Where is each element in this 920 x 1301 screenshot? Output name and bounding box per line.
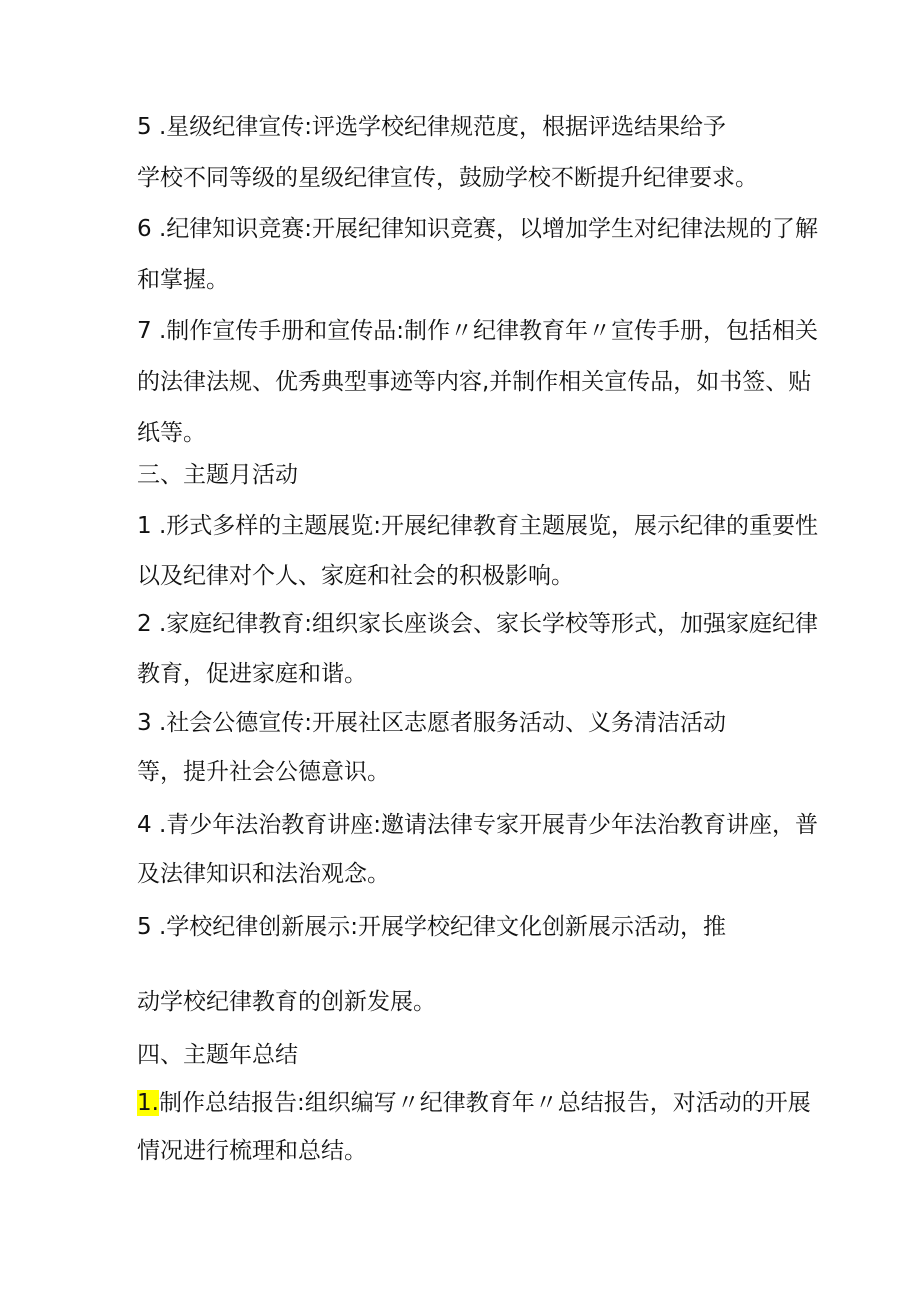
text-line-13: 3 .社会公德宣传:开展社区志愿者服务活动、义务清洁活动 [137,710,727,736]
text-line-18: 动学校纪律教育的创新发展。 [137,989,436,1015]
final-item-text: 制作总结报告:组织编写〃纪律教育年〃总结报告，对活动的开展 [158,1090,811,1116]
text-line-6: 的法律法规、优秀典型事迹等内容,并制作相关宣传品，如书签、贴 [137,369,812,395]
text-line-5: 7 .制作宣传手册和宣传品:制作〃纪律教育年〃宣传手册，包括相关 [137,318,819,344]
text-line-15: 4 .青少年法治教育讲座:邀请法律专家开展青少年法治教育讲座，普 [137,812,819,838]
text-line-16: 及法律知识和法治观念。 [137,861,390,887]
text-line-21: 情况进行梳理和总结。 [137,1138,367,1164]
text-line-2: 学校不同等级的星级纪律宣传，鼓励学校不断提升纪律要求。 [137,165,758,191]
text-line-3: 6 .纪律知识竞赛:开展纪律知识竞赛，以增加学生对纪律法规的了解 [137,216,819,242]
section-heading-3: 三、主题月活动 [137,462,298,488]
text-line-12: 教育，促进家庭和谐。 [137,661,367,687]
text-line-14: 等，提升社会公德意识。 [137,759,390,785]
text-line-4: 和掌握。 [137,267,229,293]
text-line-10: 以及纪律对个人、家庭和社会的积极影响。 [137,563,574,589]
text-line-17: 5 .学校纪律创新展示:开展学校纪律文化创新展示活动，推 [137,914,727,940]
section-heading-4: 四、主题年总结 [137,1042,298,1068]
text-line-20 [137,1088,811,1118]
text-line-9: 1 .形式多样的主题展览:开展纪律教育主题展览，展示纪律的重要性 [137,513,819,539]
text-line-11: 2 .家庭纪律教育:组织家长座谈会、家长学校等形式，加强家庭纪律 [137,611,819,637]
text-line-7: 纸等。 [137,420,206,446]
text-line-1: 5 .星级纪律宣传:评选学校纪律规范度，根据评选结果给予 [137,114,727,140]
highlighted-number: 1. [137,1090,159,1116]
